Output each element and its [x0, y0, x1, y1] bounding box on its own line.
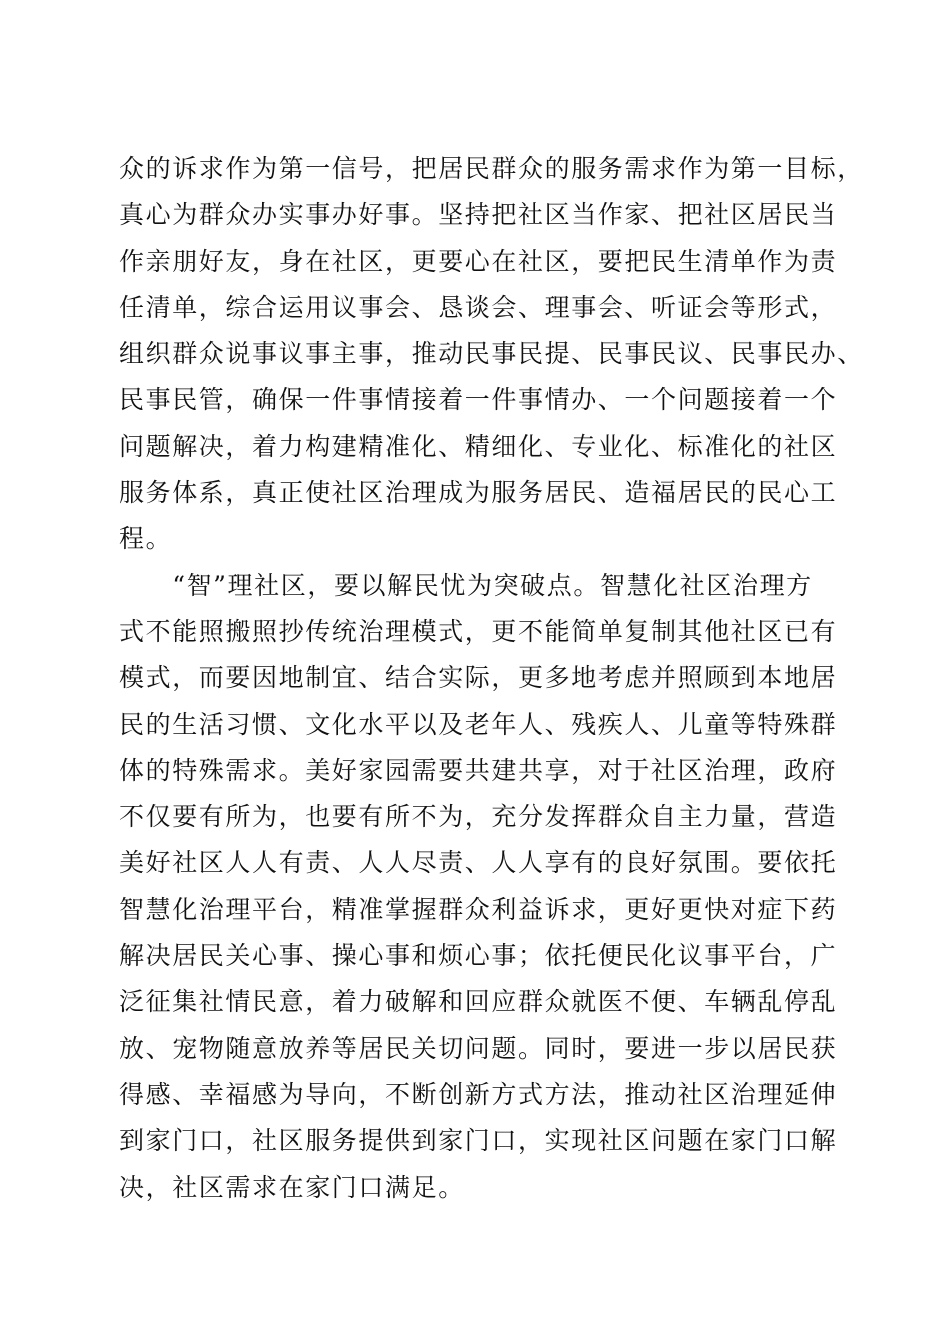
text-line: 任清单，综合运用议事会、恳谈会、理事会、听证会等形式，: [119, 292, 838, 322]
text-line: 放、宠物随意放养等居民关切问题。同时，要进一步以居民获: [119, 1033, 838, 1063]
text-line: 得感、幸福感为导向，不断创新方式方法，推动社区治理延伸: [119, 1079, 838, 1109]
text-line: 式不能照搬照抄传统治理模式，更不能简单复制其他社区已有: [119, 616, 838, 646]
text-line: 解决居民关心事、操心事和烦心事；依托便民化议事平台，广: [119, 941, 838, 971]
text-line: 模式，而要因地制宜、结合实际，更多地考虑并照顾到本地居: [119, 663, 838, 693]
text-line: 民的生活习惯、文化水平以及老年人、残疾人、儿童等特殊群: [119, 709, 838, 739]
text-line: 问题解决，着力构建精准化、精细化、专业化、标准化的社区: [119, 431, 838, 461]
text-line: 民事民管，确保一件事情接着一件事情办、一个问题接着一个: [119, 385, 838, 415]
paragraph-start-line: “智”理社区，要以解民忧为突破点。智慧化社区治理方: [119, 570, 813, 600]
text-line: 泛征集社情民意，着力破解和回应群众就医不便、车辆乱停乱: [119, 987, 838, 1017]
text-line: 智慧化治理平台，精准掌握群众利益诉求，更好更快对症下药: [119, 894, 838, 924]
text-line: 不仅要有所为，也要有所不为，充分发挥群众自主力量，营造: [119, 802, 838, 832]
text-line: 真心为群众办实事办好事。坚持把社区当作家、把社区居民当: [119, 200, 838, 230]
text-line: 体的特殊需求。美好家园需要共建共享，对于社区治理，政府: [119, 755, 838, 785]
text-line: 决，社区需求在家门口满足。: [119, 1172, 465, 1202]
text-line: 作亲朋好友，身在社区，更要心在社区，要把民生清单作为责: [119, 246, 838, 276]
text-line: 组织群众说事议事主事，推动民事民提、民事民议、民事民办、: [119, 339, 864, 369]
text-line: 美好社区人人有责、人人尽责、人人享有的良好氛围。要依托: [119, 848, 838, 878]
body-text: [119, 146, 864, 1211]
text-line: 到家门口，社区服务提供到家门口，实现社区问题在家门口解: [119, 1126, 838, 1156]
text-line: 众的诉求作为第一信号，把居民群众的服务需求作为第一目标，: [119, 154, 864, 183]
text-line: 服务体系，真正使社区治理成为服务居民、造福居民的民心工: [119, 478, 838, 508]
text-line: 程。: [119, 524, 173, 554]
